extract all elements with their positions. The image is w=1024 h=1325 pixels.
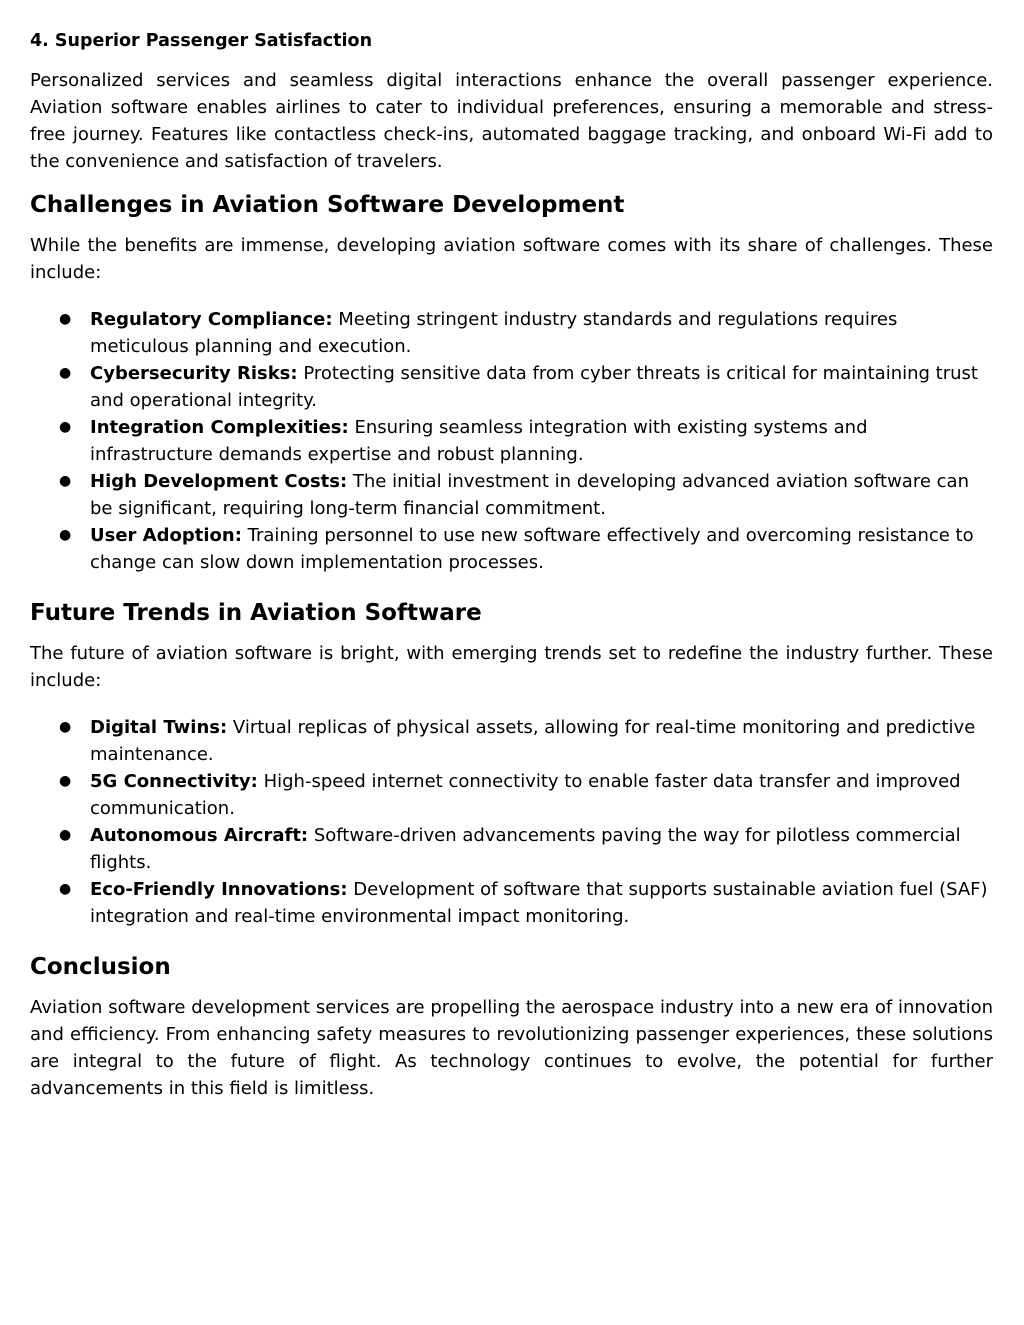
list-item-term: Digital Twins: xyxy=(90,717,228,738)
section-heading-passenger-satisfaction: 4. Superior Passenger Satisfaction xyxy=(30,31,373,51)
paragraph-passenger-satisfaction: Personalized services and seamless digital interactions enhance the overall passenger experience. Aviation software enables airlines to cater to individual preferences, ensuring a memorable and stress-free journey. Features like contactless check-ins, automated baggage tracking, and onboard Wi-Fi add to the convenience and satisfaction of travelers. xyxy=(30,70,993,172)
section-heading-challenges: Challenges in Aviation Software Development xyxy=(30,192,625,218)
bullet-icon: ● xyxy=(59,881,72,897)
paragraph-conclusion: Aviation software development services are propelling the aerospace industry into a new era of innovation and efficiency. From enhancing safety measures to revolutionizing passenger experiences, these solutions are integral to the future of flight. As technology continues to evolve, the potential for further advancements in this field is limitless. xyxy=(30,997,993,1099)
list-item-term: Autonomous Aircraft: xyxy=(90,825,309,846)
list-item-term: 5G Connectivity: xyxy=(90,771,258,792)
list-item-term: Regulatory Compliance: xyxy=(90,309,333,330)
section-heading-future-trends: Future Trends in Aviation Software xyxy=(30,600,482,626)
bullet-icon: ● xyxy=(59,473,72,489)
trends-list xyxy=(30,714,993,930)
list-item-text: The initial investment in developing advanced aviation software can be significant, requiring long-term financial commitment. xyxy=(90,471,969,519)
bullet-icon: ● xyxy=(59,527,72,543)
section-heading-conclusion: Conclusion xyxy=(30,954,171,980)
list-item-text: Protecting sensitive data from cyber threats is critical for maintaining trust and operational integrity. xyxy=(90,363,978,411)
bullet-icon: ● xyxy=(59,719,72,735)
list-item xyxy=(30,306,993,360)
list-item-text: Training personnel to use new software effectively and overcoming resistance to change can slow down implementation processes. xyxy=(90,525,974,573)
bullet-icon: ● xyxy=(59,311,72,327)
list-item xyxy=(30,522,993,576)
list-item-term: Eco-Friendly Innovations: xyxy=(90,879,348,900)
list-item-term: User Adoption: xyxy=(90,525,242,546)
list-item-term: High Development Costs: xyxy=(90,471,348,492)
list-item-text: High-speed internet connectivity to enable faster data transfer and improved communication. xyxy=(90,771,961,819)
list-item-text: Software-driven advancements paving the way for pilotless commercial flights. xyxy=(90,825,961,873)
list-item xyxy=(30,414,993,468)
list-item xyxy=(30,360,993,414)
list-item-text: Virtual replicas of physical assets, allowing for real-time monitoring and predictive maintenance. xyxy=(90,717,976,765)
list-item-term: Integration Complexities: xyxy=(90,417,349,438)
bullet-icon: ● xyxy=(59,827,72,843)
bullet-icon: ● xyxy=(59,365,72,381)
list-item xyxy=(30,468,993,522)
challenges-list xyxy=(30,306,993,576)
list-item-text: Development of software that supports sustainable aviation fuel (SAF) integration and real-time environmental impact monitoring. xyxy=(90,879,988,927)
list-item xyxy=(30,822,993,876)
list-item-text: Meeting stringent industry standards and regulations requires meticulous planning and execution. xyxy=(90,309,898,357)
paragraph-trends-intro: The future of aviation software is bright, with emerging trends set to redefine the industry further. These include: xyxy=(30,643,993,691)
list-item xyxy=(30,876,993,930)
bullet-icon: ● xyxy=(59,419,72,435)
list-item-term: Cybersecurity Risks: xyxy=(90,363,298,384)
list-item-text: Ensuring seamless integration with existing systems and infrastructure demands expertise and robust planning. xyxy=(90,417,868,465)
paragraph-challenges-intro: While the benefits are immense, developing aviation software comes with its share of challenges. These include: xyxy=(30,235,993,283)
list-item xyxy=(30,768,993,822)
bullet-icon: ● xyxy=(59,773,72,789)
list-item xyxy=(30,714,993,768)
